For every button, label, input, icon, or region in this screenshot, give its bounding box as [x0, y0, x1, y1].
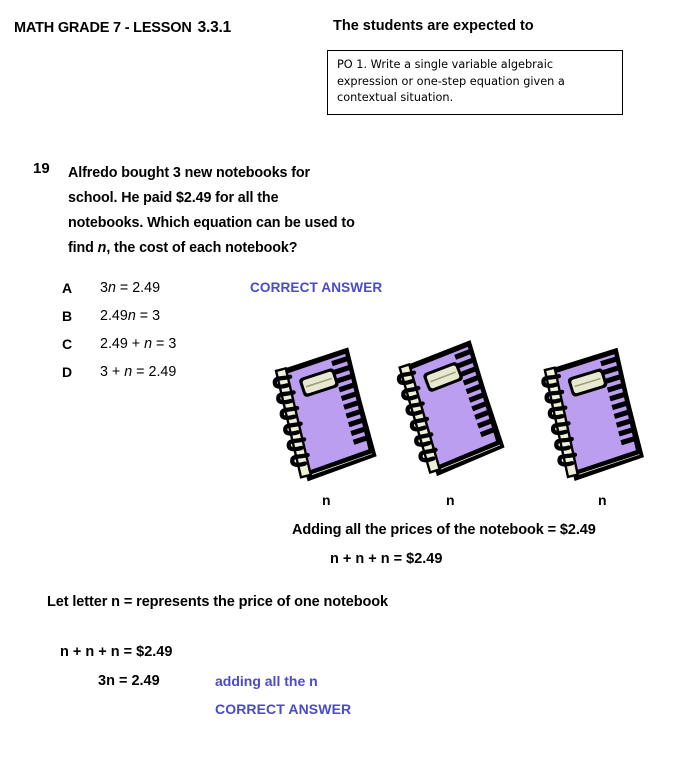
- choice-d-post: = 2.49: [132, 364, 177, 380]
- choice-a-var: n: [107, 280, 116, 296]
- variable-definition-line: Let letter n = represents the price of one notebook: [47, 594, 388, 610]
- question-variable: n: [97, 240, 107, 256]
- question-line-2: school. He paid $2.49 for all the: [68, 190, 279, 206]
- question-number: 19: [33, 160, 50, 177]
- choice-d-pre: 3 +: [100, 364, 125, 380]
- work-step-2: 3n = 2.49: [98, 673, 160, 689]
- choice-letter-d[interactable]: D: [62, 364, 73, 380]
- choice-text-d[interactable]: [100, 364, 176, 380]
- choice-b-post: = 3: [135, 308, 161, 324]
- choice-letter-a[interactable]: A: [62, 280, 73, 296]
- notebook-illustration-3: [532, 342, 652, 508]
- correct-answer-badge: CORRECT ANSWER: [250, 280, 383, 295]
- sum-of-variables-line: n + n + n = $2.49: [330, 551, 443, 567]
- notebook-label-3: n: [598, 492, 607, 508]
- page-title: [14, 19, 231, 37]
- question-text: [68, 161, 368, 261]
- notebook-label-1: n: [322, 492, 331, 508]
- choice-b-var: n: [127, 308, 136, 324]
- choice-text-b[interactable]: [100, 308, 160, 324]
- notebook-svg-3: [532, 342, 652, 494]
- choice-b-pre: 2.49: [100, 308, 128, 324]
- adding-note: adding all the n: [215, 673, 318, 689]
- question-line-4-prefix: find: [68, 240, 98, 256]
- choice-a-pre: 3: [100, 280, 108, 296]
- expectation-heading: The students are expected to: [333, 18, 534, 34]
- correct-answer-note: CORRECT ANSWER: [215, 701, 352, 717]
- choice-c-post: = 3: [152, 336, 177, 352]
- performance-objective-box: PO 1. Write a single variable algebraic expression or one-step equation given a contextual situation.: [327, 50, 623, 115]
- notebook-label-2: n: [446, 492, 455, 508]
- choice-c-pre: 2.49 +: [100, 336, 145, 352]
- notebook-illustration-2: [390, 336, 510, 508]
- choice-letter-c[interactable]: C: [62, 336, 73, 352]
- choice-c-var: n: [144, 336, 153, 352]
- notebook-svg-2: [390, 336, 510, 488]
- work-step-1: n + n + n = $2.49: [60, 644, 173, 660]
- choice-text-a[interactable]: [100, 280, 160, 296]
- sum-of-prices-line: Adding all the prices of the notebook = $2.49: [292, 522, 596, 538]
- notebook-illustration-1: [264, 342, 384, 508]
- lesson-number: 3.3.1: [197, 19, 232, 36]
- choice-a-post: = 2.49: [115, 280, 161, 296]
- choice-text-c[interactable]: [100, 336, 176, 352]
- choice-letter-b[interactable]: B: [62, 308, 73, 324]
- notebook-svg-1: [264, 342, 384, 494]
- question-line-1: Alfredo bought 3 new notebooks for: [68, 165, 311, 181]
- lesson-title-text: MATH GRADE 7 - LESSON: [14, 20, 192, 36]
- choice-d-var: n: [124, 364, 133, 380]
- question-line-3: notebooks. Which equation can be used to: [68, 215, 355, 231]
- question-line-4-suffix: , the cost of each notebook?: [106, 240, 298, 256]
